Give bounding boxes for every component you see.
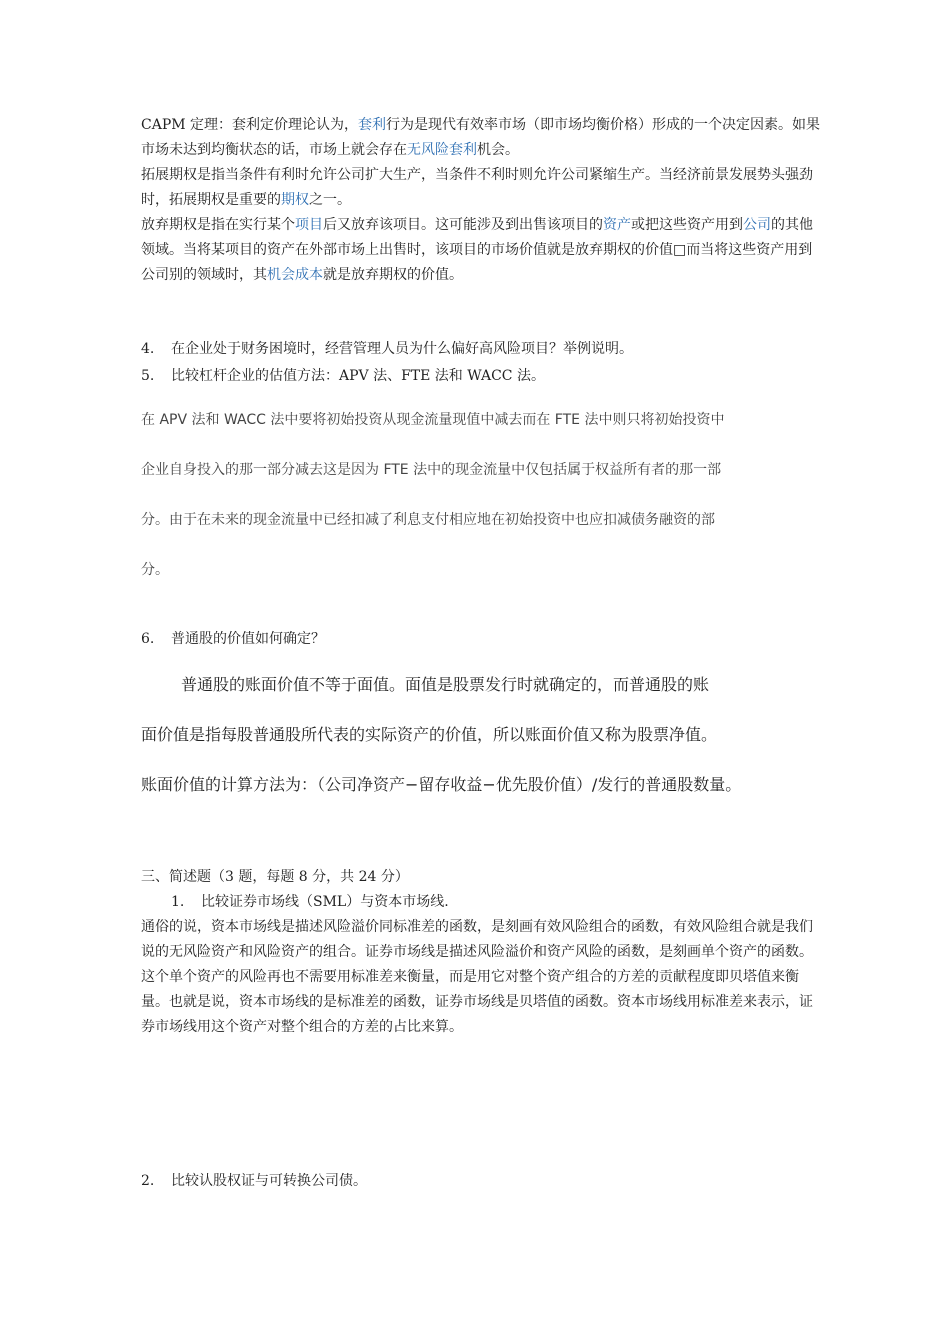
link-riskless-arbitrage[interactable]: 无风险套利 xyxy=(407,142,477,158)
question-number: 6. xyxy=(141,631,155,647)
answer-line: 普通股的账面价值不等于面值。面值是股票发行时就确定的，而普通股的账 xyxy=(181,675,710,694)
answer-line: 账面价值的计算方法为：（公司净资产−留存收益−优先股价值）/发行的普通股数量。 xyxy=(141,775,742,794)
answer-line: 在 APV 法和 WACC 法中要将初始投资从现金流量现值中减去而在 FTE 法中则只将初始投资中 xyxy=(141,412,725,428)
section3-question-2-block xyxy=(141,1168,821,1195)
question-4 xyxy=(141,336,821,363)
capm-paragraph xyxy=(141,113,821,163)
sml-cml-answer: 通俗的说，资本市场线是描述风险溢价同标准差的函数，是刻画有效风险组合的函数，有效风险组合就是我们说的无风险资产和风险资产的组合。证券市场线是描述风险溢价和资产风险的函数，是刻画单个资产的函数。这个单个资产的风险再也不需要用标准差来衡量，而是用它对整个资产组合的方差的贡献程度即贝塔值来衡量。也就是说，资本市场线的是标准差的函数，证券市场线是贝塔值的函数。资本市场线用标准差来表示，证券市场线用这个资产对整个组合的方差的占比来算。 xyxy=(141,919,813,1035)
text-run: 的其他领域。当将某项目的资产在外部市场上出售时，该项目的市场价值就是放弃期权的价值□而当将这些资产用到公司别的领域时，其 xyxy=(141,217,813,283)
text-run: 放弃期权是指在实行某个 xyxy=(141,217,295,233)
question-number: 4. xyxy=(141,341,155,357)
answer-line: 面价值是指每股普通股所代表的实际资产的价值，所以账面价值又称为股票净值。 xyxy=(141,725,718,744)
abandonment-option-paragraph xyxy=(141,213,821,288)
question-text: 比较证券市场线（SML）与资本市场线. xyxy=(201,894,449,910)
text-run: 之一。 xyxy=(309,192,351,208)
apv-answer xyxy=(141,408,821,608)
text-run: 拓展期权是指当条件有利时允许公司扩大生产，当条件不利时则允许公司紧缩生产。当经济前景发展势头强劲时，拓展期权是重要的 xyxy=(141,167,813,208)
answer-line: 企业自身投入的那一部分减去这是因为 FTE 法中的现金流量中仅包括属于权益所有者的那一部 xyxy=(141,462,722,478)
link-project[interactable]: 项目 xyxy=(295,217,323,233)
question-6-line xyxy=(141,626,821,653)
text-run: 或把这些资产用到 xyxy=(631,217,743,233)
intro-section xyxy=(141,113,821,288)
expansion-option-paragraph xyxy=(141,163,821,213)
answer-line: 分。由于在未来的现金流量中已经扣减了利息支付相应地在初始投资中也应扣减债务融资的部 xyxy=(141,512,715,528)
stock-value-answer xyxy=(141,672,841,797)
text-run: 机会。 xyxy=(477,142,519,158)
question-text: 普通股的价值如何确定？ xyxy=(171,631,325,647)
link-option[interactable]: 期权 xyxy=(281,192,309,208)
question-number: 5. xyxy=(141,368,155,384)
question-5 xyxy=(141,363,821,390)
link-company[interactable]: 公司 xyxy=(743,217,771,233)
link-assets[interactable]: 资产 xyxy=(603,217,631,233)
section-heading: 三、简述题（3 题，每题 8 分，共 24 分） xyxy=(141,869,409,885)
question-text: 比较认股权证与可转换公司债。 xyxy=(171,1173,367,1189)
text-run: 后又放弃该项目。这可能涉及到出售该项目的 xyxy=(323,217,603,233)
answer-line: 分。 xyxy=(141,562,169,578)
question-6 xyxy=(141,626,821,653)
question-number: 2. xyxy=(141,1173,155,1189)
link-opportunity-cost[interactable]: 机会成本 xyxy=(267,267,323,283)
section3-question-2 xyxy=(141,1168,821,1195)
question-number: 1. xyxy=(171,894,185,910)
question-text: 在企业处于财务困境时，经营管理人员为什么偏好高风险项目？举例说明。 xyxy=(171,341,633,357)
link-arbitrage[interactable]: 套利 xyxy=(358,117,387,133)
section3-question-1 xyxy=(141,890,821,915)
questions-4-5 xyxy=(141,336,821,390)
text-run: 就是放弃期权的价值。 xyxy=(323,267,463,283)
text-run: 行为是现代有效率市场（即市场均衡价格）形成的一个决定因素。如果市场未达到均衡状态的话，市场上就会存在 xyxy=(141,117,821,158)
question-text: 比较杠杆企业的估值方法：APV 法、FTE 法和 WACC 法。 xyxy=(171,368,545,384)
section-three xyxy=(141,865,821,1040)
text-run: CAPM 定理：套利定价理论认为， xyxy=(141,117,359,133)
